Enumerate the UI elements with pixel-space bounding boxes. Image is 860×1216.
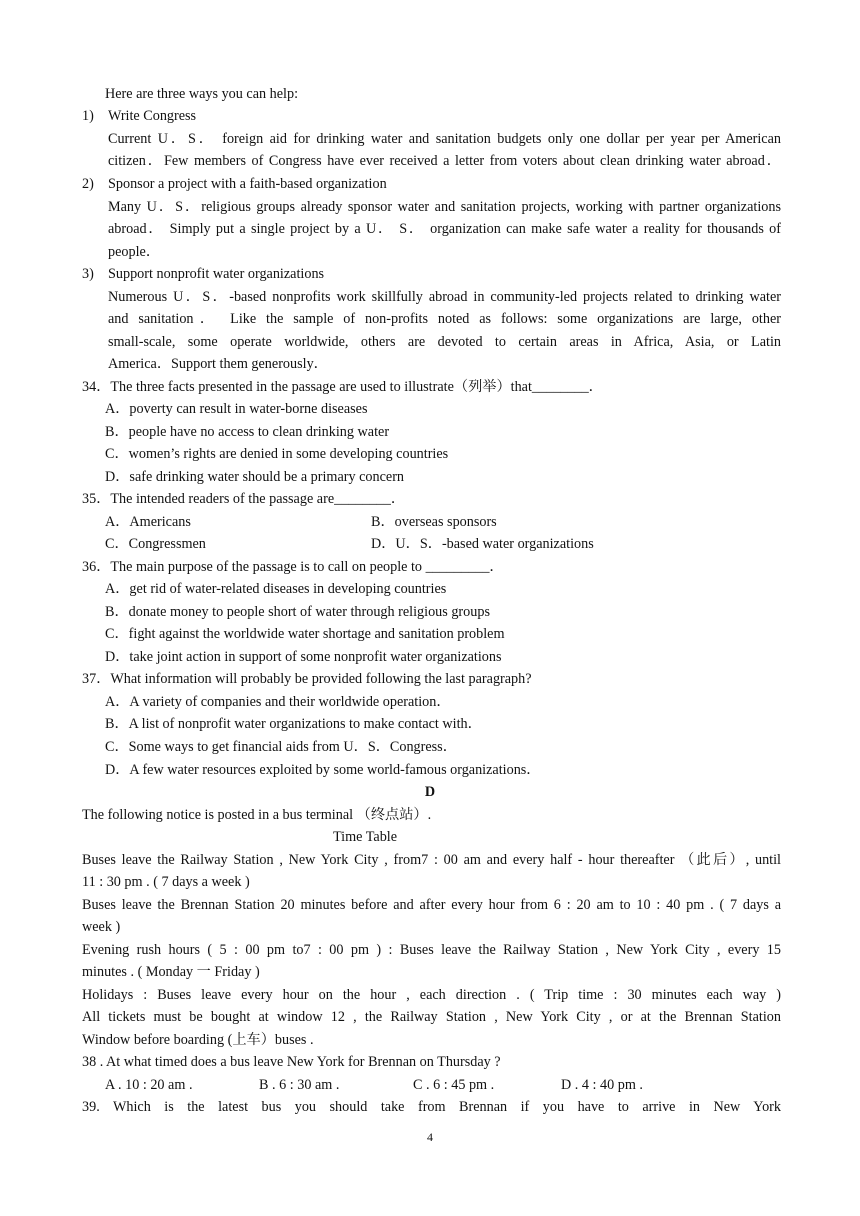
q35-option-d: D．U．S．-based water organizations (371, 536, 594, 552)
section-d-heading: D (424, 784, 436, 800)
way-1-body-line: Current U．S． foreign aid for drinking water and sanitation budgets only one dollar per year per American (108, 131, 781, 147)
way-2-title: Sponsor a project with a faith-based organization (108, 176, 387, 192)
timetable-line: Buses leave the Brennan Station 20 minutes before and after every hour from 6 : 20 am to 10 : 40 pm . ( 7 days a (82, 897, 781, 913)
q35-option-b: B．overseas sponsors (371, 514, 497, 530)
way-3-title: Support nonprofit water organizations (108, 266, 325, 282)
question-38-stem: 38 . At what timed does a bus leave New York for Brennan on Thursday ? (82, 1054, 501, 1070)
q37-option-b: B．A list of nonprofit water organizations to make contact with． (105, 716, 482, 732)
question-37-stem: 37．What information will probably be provided following the last paragraph? (82, 671, 532, 687)
q35-option-a: A．Americans (105, 514, 191, 530)
q37-option-a: A．A variety of companies and their worldwide operation． (105, 694, 451, 710)
page-number: 4 (427, 1130, 433, 1144)
q37-option-d: D．A few water resources exploited by some world-famous organizations． (105, 762, 541, 778)
timetable-title: Time Table (333, 829, 398, 845)
q37-option-c: C．Some ways to get financial aids from U．S．Congress． (105, 739, 457, 755)
timetable-line: minutes . ( Monday 一 Friday ) (82, 964, 260, 980)
timetable-line: Evening rush hours ( 5 : 00 pm to7 : 00 pm ) : Buses leave the Railway Station , New York City , every 15 (82, 942, 781, 958)
intro-text: Here are three ways you can help: (105, 86, 299, 102)
q36-option-a: A．get rid of water-related diseases in developing countries (105, 581, 447, 597)
way-1-body-line: citizen．Few members of Congress have ever received a letter from voters about clean drinking water abroad． (108, 153, 781, 169)
way-2-body-line: Many U．S．religious groups already sponsor water and sanitation projects, working with partner organizations (108, 199, 781, 215)
timetable-line: week ) (82, 919, 121, 935)
question-36-stem: 36．The main purpose of the passage is to call on people to _________． (82, 559, 504, 575)
q36-option-d: D．take joint action in support of some nonprofit water organizations (105, 649, 502, 665)
way-1-number: 1) (82, 108, 94, 124)
timetable-line: Holidays : Buses leave every hour on the hour , each direction . ( Trip time : 30 minutes each way ) (82, 987, 781, 1003)
q38-option-a: A . 10 : 20 am . (105, 1077, 193, 1093)
way-3-number: 3) (82, 266, 94, 282)
timetable-line: Buses leave the Railway Station , New York City , from7 : 00 am and every half - hour thereafter （此后）, until (82, 852, 781, 868)
q34-option-a: A．poverty can result in water-borne diseases (105, 401, 368, 417)
way-2-body-line: abroad． Simply put a single project by a U． S． organization can make safe water a reality for thousands of (108, 221, 781, 237)
q38-option-d: D . 4 : 40 pm . (561, 1077, 643, 1093)
q38-option-b: B . 6 : 30 am . (259, 1077, 340, 1093)
q34-option-c: C．women’s rights are denied in some developing countries (105, 446, 449, 462)
way-1-title: Write Congress (108, 108, 197, 124)
q34-option-d: D．safe drinking water should be a primary concern (105, 469, 405, 485)
way-3-body-line: Numerous U．S．-based nonprofits work skillfully abroad in community-led projects related to drinking water (108, 289, 781, 305)
question-35-stem: 35．The intended readers of the passage are________． (82, 491, 406, 507)
question-39-stem: 39. Which is the latest bus you should take from Brennan if you have to arrive in New York (82, 1099, 781, 1115)
timetable-line: Window before boarding (上车）buses . (82, 1032, 314, 1048)
way-3-body-line: and sanitation． Like the sample of non-profits noted as follows: some organizations are large, other (108, 311, 781, 327)
timetable-line: 11 : 30 pm . ( 7 days a week ) (82, 874, 250, 890)
way-3-body-line: America．Support them generously． (108, 356, 328, 372)
q36-option-b: B．donate money to people short of water through religious groups (105, 604, 490, 620)
way-3-body-line: small-scale, some operate worldwide, others are devoted to certain areas in Africa, Asia, or Latin (108, 334, 781, 350)
way-2-number: 2) (82, 176, 94, 192)
q34-option-b: B．people have no access to clean drinking water (105, 424, 390, 440)
q36-option-c: C．fight against the worldwide water shortage and sanitation problem (105, 626, 505, 642)
timetable-line: All tickets must be bought at window 12 , the Railway Station , New York City , or at the Brennan Station (82, 1009, 781, 1025)
q38-option-c: C . 6 : 45 pm . (413, 1077, 495, 1093)
q35-option-c: C．Congressmen (105, 536, 206, 552)
question-34-stem: 34．The three facts presented in the passage are used to illustrate（列举）that________． (82, 379, 603, 395)
way-2-body-line: people． (108, 244, 161, 260)
notice-intro: The following notice is posted in a bus terminal （终点站）. (82, 807, 432, 823)
